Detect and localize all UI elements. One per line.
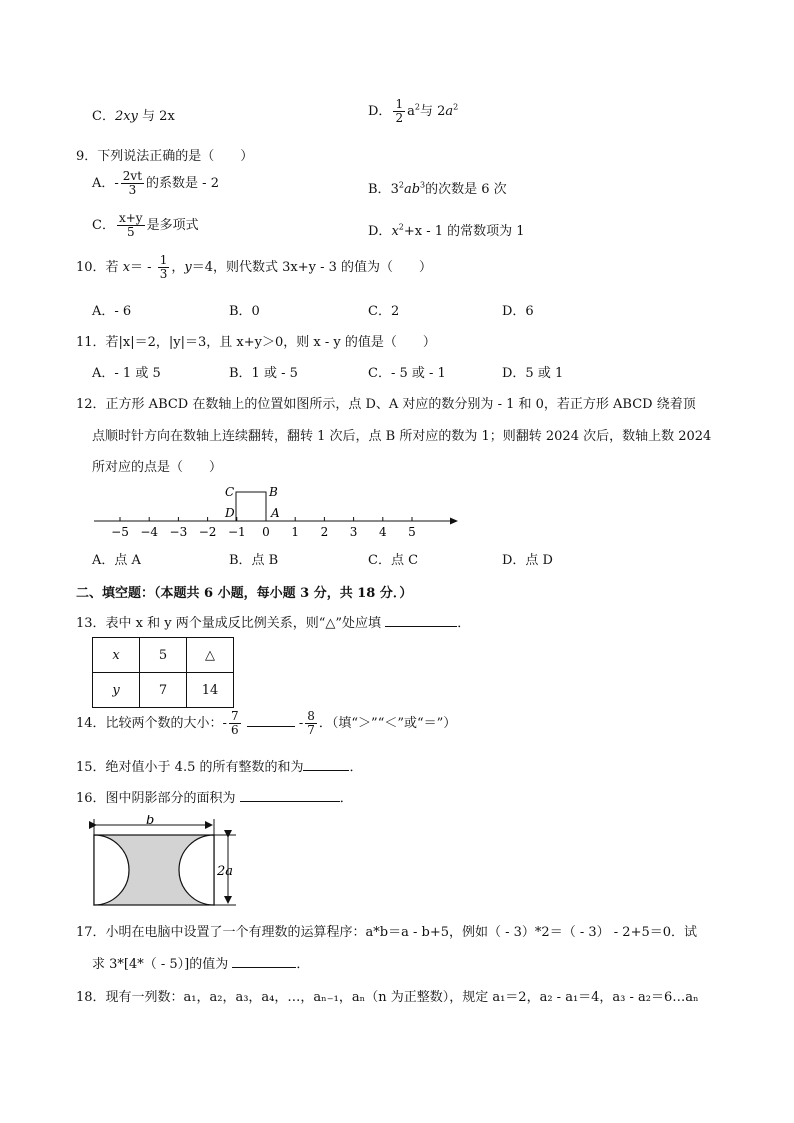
axis-tick-label: 5 — [408, 525, 416, 539]
q11-option-b: B．1 或 - 5 — [229, 366, 298, 381]
table-cell: x — [93, 638, 140, 673]
axis-tick-label: 3 — [349, 525, 358, 539]
point-c-label: C — [225, 485, 235, 499]
q15-stem: 15．绝对值小于 4.5 的所有整数的和为 ． — [76, 760, 363, 775]
q9-option-b: B．$3^2ab^3$的次数是 6 次 — [368, 180, 507, 197]
q9-option-d: D．$x^2+x - 1$ 的常数项为 1 — [368, 222, 525, 239]
answer-blank[interactable] — [240, 789, 340, 802]
answer-blank[interactable] — [232, 955, 296, 968]
point-b-label: B — [269, 485, 278, 499]
dimension-b-label: b — [146, 815, 155, 828]
q17-line2: 求 3*[4*（ - 5）]的值为 ． — [92, 957, 310, 972]
q14-stem: 14．比较两个数的大小：- $\frac{7}{6}$ - $\frac{8}{7}$ ．（填“＞”“＜”或“＝”） — [76, 709, 457, 737]
q16-stem: 16．图中阴影部分的面积为 ． — [76, 791, 353, 806]
axis-tick-label: 0 — [262, 525, 270, 539]
q12-line3: 所对应的点是（ ） — [92, 460, 223, 475]
table-row — [93, 673, 234, 708]
xy-table — [92, 637, 234, 708]
q12-line1: 12．正方形 ABCD 在数轴上的位置如图所示，点 D、A 对应的数分别为 - 1 和 0，若正方形 ABCD 绕着顶 — [76, 397, 696, 412]
point-d-label: D — [225, 506, 235, 520]
axis-tick-label: −3 — [169, 525, 188, 539]
q12-option-d: D．点 D — [502, 553, 553, 568]
section-heading: 二、填空题：（本题共 6 小题，每小题 3 分，共 18 分．） — [76, 586, 413, 601]
answer-blank[interactable] — [303, 758, 349, 771]
axis-tick-label: −4 — [140, 525, 159, 539]
table-cell: △ — [187, 638, 234, 673]
q10-option-c: C．2 — [368, 304, 400, 319]
q18-line1: 18．现有一列数：a₁，a₂，a₃，a₄，…，aₙ₋₁，aₙ（n 为正整数），规定 a₁＝2，a₂ - a₁＝4，a₃ - a₂＝6…aₙ — [76, 990, 699, 1005]
q12-option-c: C．点 C — [368, 553, 419, 568]
table-cell: 14 — [187, 673, 234, 708]
answer-blank[interactable] — [247, 714, 295, 727]
axis-tick-label: 4 — [378, 525, 387, 539]
axis-tick-label: −1 — [227, 525, 246, 539]
table-cell: y — [93, 673, 140, 708]
q11-stem: 11．若|x|＝2，|y|＝3，且 x+y＞0，则 x - y 的值是（ ） — [76, 335, 436, 350]
axis-tick-label: 1 — [291, 525, 300, 539]
answer-blank[interactable] — [385, 614, 457, 627]
q12-option-a: A．点 A — [92, 553, 141, 568]
q13-stem: 13．表中 x 和 y 两个量成反比例关系，则“△”处应填 ． — [76, 616, 471, 631]
q11-option-a: A．- 1 或 5 — [92, 366, 161, 381]
q10-stem: 10．若 x＝ - $\frac{1}{3}$ ，y＝4，则代数式 3x+y - 3 的值为（ ） — [76, 253, 433, 281]
axis-tick-label: −5 — [111, 525, 129, 539]
q17-line1: 17．小明在电脑中设置了一个有理数的运算程序：a*b＝a - b+5，例如（ - 3）*2＝（ - 3） - 2+5＝0．试 — [76, 925, 697, 940]
shaded-area-figure — [88, 815, 248, 915]
dimension-2a-label: 2a — [217, 864, 234, 879]
q10-option-d: D．6 — [502, 304, 534, 319]
axis-tick-label: 2 — [320, 525, 329, 539]
axis-arrow — [450, 518, 458, 525]
table-row — [93, 638, 234, 673]
point-a-label: A — [271, 506, 280, 520]
q9-option-a: A．- $\frac{2vt}{3}$ 的系数是 - 2 — [92, 169, 219, 197]
q11-option-c: C．- 5 或 - 1 — [368, 366, 446, 381]
q10-option-b: B．0 — [229, 304, 260, 319]
q12-line2: 点顺时针方向在数轴上连续翻转，翻转 1 次后，点 B 所对应的数为 1；则翻转 2024 次后，数轴上数 2024 — [92, 429, 712, 444]
q11-option-d: D．5 或 1 — [502, 366, 564, 381]
fraction: $\frac{1}{2}$ — [395, 97, 404, 125]
q8-option-d: D． $\frac{1}{2}$ $a^2$与 $2a^2$ — [368, 97, 459, 125]
q12-option-b: B．点 B — [229, 553, 279, 568]
table-cell: 7 — [140, 673, 187, 708]
axis-tick-label: −2 — [198, 525, 217, 539]
number-line-figure — [90, 480, 470, 540]
q9-stem: 9．下列说法正确的是（ ） — [76, 149, 254, 164]
q8-option-c: C．2xy 与 2x — [92, 109, 175, 124]
q9-option-c: C． $\frac{x+y}{5}$ 是多项式 — [92, 211, 199, 239]
q10-option-a: A．- 6 — [92, 304, 132, 319]
square-abcd — [236, 492, 266, 521]
table-cell: 5 — [140, 638, 187, 673]
